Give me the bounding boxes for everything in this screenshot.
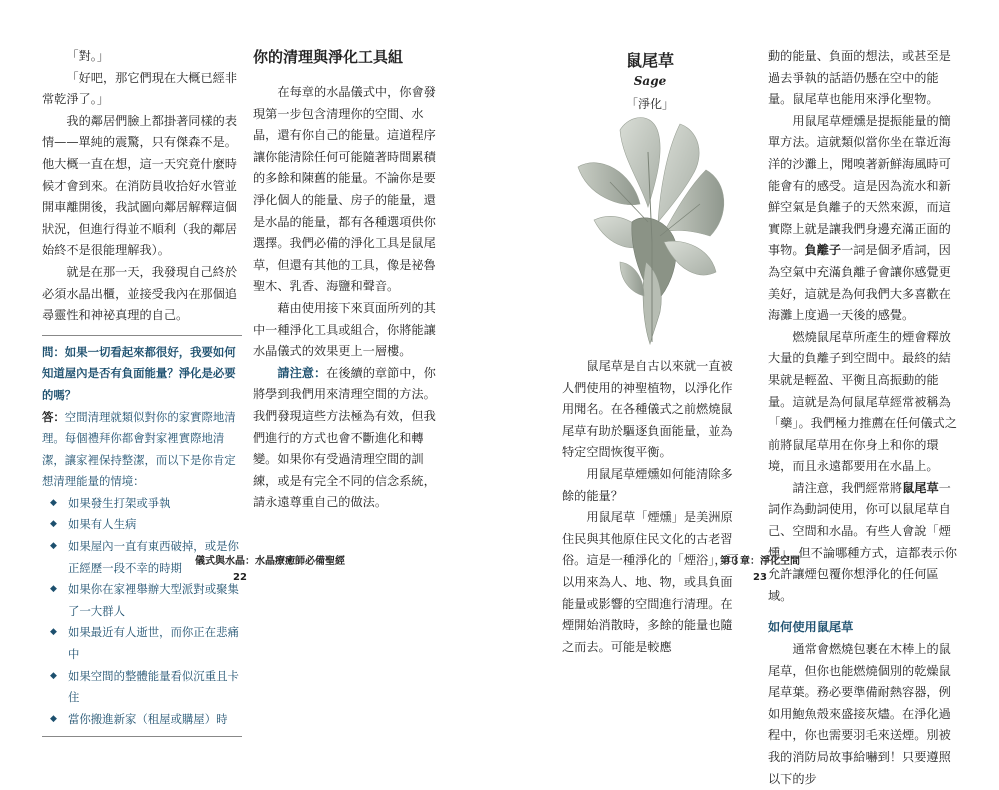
list-item: ◆ 如果發生打架或爭執 — [42, 493, 242, 515]
paragraph: 「好吧，那它們現在大概已經非常乾淨了。」 — [42, 70, 238, 107]
question — [42, 342, 242, 407]
diamond-bullet-icon: ◆ — [50, 713, 57, 724]
herb-tag: 「淨化」 — [625, 97, 674, 111]
paragraph: 通常會燃燒包裹在木棒上的鼠尾草，但你也能燃燒個別的乾燥鼠尾草葉。務必要準備耐熱容器，例如用鮑魚殼來盛接灰燼。在淨化過程中，你也需要羽毛來送煙。別被我的消防局故事給嚇到！只要遵照以下的步 — [768, 642, 951, 786]
bold-term: 負離子 — [804, 243, 842, 258]
page-number: 23 — [753, 572, 767, 583]
sage-leaves-icon — [560, 112, 740, 348]
footer-running-title: 第３章：淨化空間 — [720, 556, 800, 567]
list-item: ◆ 如果空間的整體能量看似沉重且卡住 — [42, 666, 242, 709]
paragraph — [253, 363, 445, 514]
divider — [42, 736, 242, 737]
list-item: ◆ 如果最近有人逝世，而你正在悲痛中 — [42, 622, 242, 665]
paragraph: 藉由使用接下來頁面所列的其中一種淨化工具或組合，你將能讓水晶儀式的效果更上一層樓。 — [253, 300, 436, 359]
qa-box — [42, 342, 242, 731]
section-heading: 如何使用鼠尾草 — [768, 620, 854, 635]
footer-running-title: 儀式與水晶：水晶療癒師必備聖經 — [195, 556, 345, 567]
paragraph: 就是在那一天，我發現自己終於必須水晶出櫃，並接受我內在那個追尋靈性和神祕真理的自己。 — [42, 264, 238, 323]
diamond-bullet-icon: ◆ — [50, 541, 57, 552]
paragraph: 動的能量、負面的想法，或甚至是過去爭執的話語仍懸在空中的能量。鼠尾草也能用來淨化聖物。 — [768, 49, 951, 107]
answer — [42, 407, 242, 493]
question-label: 問： — [42, 344, 65, 359]
paragraph: 「對。」 — [66, 49, 110, 63]
right-col-2 — [768, 46, 960, 790]
page-number: 22 — [233, 572, 247, 583]
list-item: ◆ 當你搬進新家（租屋或購屋）時 — [42, 709, 242, 731]
paragraph: 用鼠尾草煙燻是提振能量的簡單方法。這就類似當你坐在靠近海洋的沙灘上，聞嗅著新鮮海風時可能會有的感受。這是因為流水和新鮮空氣是負離子的天然來源，而這實際上就是讓我們身邊充滿正面的事物。負離子一詞是個矛盾詞，因為空氣中充滿負離子會讓你感覺更美好，這就是為何我們大多喜歡在海灘上度過一天後的感覺。 — [768, 113, 951, 323]
paragraph: 在每章的水晶儀式中，你會發現第一步包含清理你的空間、水晶，還有你自己的能量。這道程序讓你能清除任何可能隨著時間累積的多餘和陳舊的能量。不論你是要淨化個人的能量、房子的能量，還是水晶的能量，都有各種選項供你選擇。我們必備的淨化工具是鼠尾草，但還有其他的工具，像是祕魯聖木、乳香、海鹽和聲音。 — [253, 85, 436, 294]
question-text: 如果一切看起來都很好，我要如何知道屋內是否有負面能量？淨化是必要的嗎？ — [42, 344, 236, 402]
paragraph: 燃燒鼠尾草所產生的煙會釋放大量的負離子到空間中。最終的結果就是輕盈、平衡且高振動的能量。這就是為何鼠尾草經常被稱為「藥」。我們極力推薦在任何儀式之前將鼠尾草用在你身上和你的環境，而且永遠都要用在水晶上。 — [768, 329, 957, 474]
section-heading: 你的清理與淨化工具組 — [253, 48, 404, 66]
paragraph: 我的鄰居們臉上都掛著同樣的表情——單純的震驚，只有傑森不是。他大概一直在想，這一天究竟什麼時候才會到來。在消防員收拾好水管並開車離開後，我試圖向鄰居解釋這個狀況，但進行得並不順利（我的鄰居始終不是很能理解我）。 — [42, 113, 238, 258]
diamond-bullet-icon: ◆ — [50, 497, 57, 508]
sage-bundle-image — [560, 112, 740, 348]
list-item: ◆ 如果你在家裡舉辦大型派對或聚集了一大群人 — [42, 579, 242, 622]
herb-subtitle: Sage — [633, 74, 667, 88]
bold-term: 鼠尾草 — [902, 480, 939, 495]
list-item: ◆ 如果屋內一直有東西破掉，或是你正經歷一段不幸的時期 — [42, 536, 242, 579]
herb-title: 鼠尾草 — [625, 51, 674, 70]
diamond-bullet-icon: ◆ — [50, 670, 57, 681]
diamond-bullet-icon: ◆ — [50, 519, 57, 530]
right-col-1 — [562, 356, 742, 658]
answer-label: 答： — [42, 409, 65, 424]
diamond-bullet-icon: ◆ — [50, 627, 57, 638]
paragraph: 請注意，我們經常將鼠尾草一詞作為動詞使用，你可以鼠尾草自己、空間和水晶。有些人會說「煙燻」，但不論哪種方式，這都表示你允許讓煙包覆你想淨化的任何區域。 — [768, 480, 957, 603]
left-col-2 — [253, 46, 445, 514]
herb-title-block — [600, 50, 700, 116]
diamond-bullet-icon: ◆ — [50, 584, 57, 595]
paragraph: 用鼠尾草煙燻如何能清除多餘的能量？ — [562, 466, 733, 503]
divider — [42, 335, 242, 336]
left-col-1 — [42, 46, 242, 737]
list-item: ◆ 如果有人生病 — [42, 514, 242, 536]
answer-text: 空間清理就類似對你的家實際地清理。每個禮拜你都會對家裡實際地清潔，讓家裡保持整潔，而以下是你肯定想清理能量的情境： — [42, 409, 236, 489]
paragraph: 鼠尾草是自古以來就一直被人們使用的神聖植物，以淨化作用聞名。在各種儀式之前燃燒鼠尾草有助於驅逐負面能量，並為特定空間恢復平衡。 — [562, 359, 733, 460]
note-text: 在後續的章節中，你將學到我們用來清理空間的方法。我們發現這些方法極為有效，但我們進行的方式也會不斷進化和轉變。如果你有受過清理空間的訓練，或是有完全不同的信念系統，請永遠尊重自己的做法。 — [253, 365, 436, 510]
note-label: 請注意： — [277, 365, 327, 380]
paragraph: 用鼠尾草「煙燻」是美洲原住民與其他原住民文化的古老習俗。這是一種淨化的「煙浴」，可以用來為人、地、物，或具負面能量或影響的空間進行清理。在煙開始消散時，多餘的能量也隨之而去。可能是較應 — [562, 510, 739, 654]
